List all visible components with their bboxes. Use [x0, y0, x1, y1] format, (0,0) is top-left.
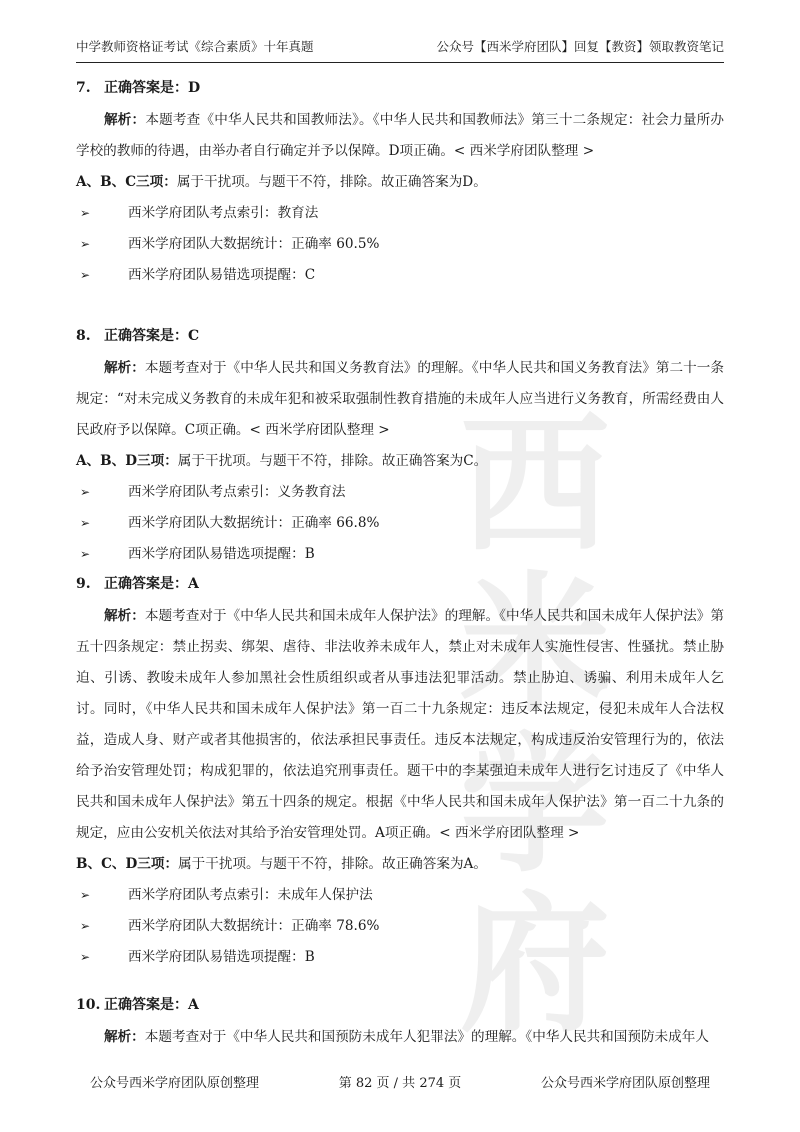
list-item: ➢ 西米学府团队考点索引：未成年人保护法 — [76, 880, 724, 911]
question-block — [76, 326, 724, 574]
answer-heading: 10. 正确答案是：A — [76, 997, 199, 1013]
answer-heading: 7. 正确答案是：D — [76, 80, 201, 96]
list-item: ➢ 西米学府团队易错选项提醒：C — [76, 260, 724, 291]
list-item: ➢ 西米学府团队大数据统计：正确率 60.5% — [76, 229, 724, 260]
list-item: ➢ 西米学府团队易错选项提醒：B — [76, 539, 724, 570]
arrow-bullet-icon: ➢ — [80, 237, 91, 251]
arrow-bullet-icon: ➢ — [80, 888, 91, 902]
footer-right: 公众号西米学府团队原创整理 — [540, 1076, 710, 1091]
list-item: ➢ 西米学府团队考点索引：义务教育法 — [76, 477, 724, 508]
header-promo: 公众号【西米学府团队】回复【教资】领取教资笔记 — [436, 39, 724, 54]
answer-heading: 8. 正确答案是：C — [76, 328, 200, 344]
page-footer — [90, 1072, 710, 1092]
arrow-bullet-icon: ➢ — [80, 206, 91, 220]
list-item: ➢ 西米学府团队大数据统计：正确率 66.8% — [76, 508, 724, 539]
page-header — [76, 36, 724, 63]
arrow-bullet-icon: ➢ — [80, 547, 91, 561]
list-item: ➢ 西米学府团队易错选项提醒：B — [76, 942, 724, 973]
analysis-paragraph: 解析：本题考查对于《中华人民共和国预防未成年人犯罪法》的理解。《中华人民共和国预防未成年人 — [104, 1029, 709, 1045]
question-block — [76, 995, 724, 1053]
list-item: ➢ 西米学府团队考点索引：教育法 — [76, 198, 724, 229]
question-block — [76, 78, 724, 326]
arrow-bullet-icon: ➢ — [80, 485, 91, 499]
arrow-bullet-icon: ➢ — [80, 268, 91, 282]
page-content — [76, 78, 724, 1053]
analysis-paragraph: 解析：本题考查对于《中华人民共和国未成年人保护法》的理解。《中华人民共和国未成年人保护法》第五十四条规定：禁止拐卖、绑架、虐待、非法收养未成年人，禁止对未成年人实施性侵害、性骚扰。禁止胁迫、引诱、教唆未成年人参加黑社会性质组织或者从事违法犯罪活动。禁止胁迫、诱骗、利用未成年人乞讨。同时，《中华人民共和国未成年人保护法》第一百二十九条规定：违反本法规定，侵犯未成年人合法权益，造成人身、财产或者其他损害的，依法承担民事责任。违反本法规定，构成违反治安管理行为的，依法给予治安管理处罚；构成犯罪的，依法追究刑事责任。题干中的李某强迫未成年人进行乞讨违反了《中华人民共和国未成年人保护法》第五十四条的规定。根据《中华人民共和国未成年人保护法》第一百二十九条的规定，应由公安机关依法对其给予治安管理处罚。A项正确。< 西米学府团队整理 > — [76, 608, 725, 841]
other-options: B、C、D三项：属于干扰项。与题干不符，排除。故正确答案为A。 — [76, 856, 487, 872]
header-title: 中学教师资格证考试《综合素质》十年真题 — [76, 39, 314, 54]
watermark: 西米 学府 — [459, 397, 610, 1053]
other-options: A、B、C三项：属于干扰项。与题干不符，排除。故正确答案为D。 — [76, 174, 487, 190]
analysis-paragraph: 解析：本题考查《中华人民共和国教师法》。《中华人民共和国教师法》第三十二条规定：社会力量所办学校的教师的待遇，由举办者自行确定并予以保障。D项正确。< 西米学府团队整理 > — [76, 112, 725, 159]
other-options: A、B、D三项：属于干扰项。与题干不符，排除。故正确答案为C。 — [76, 453, 488, 469]
page-number: 第 82 页 / 共 274 页 — [338, 1076, 462, 1091]
arrow-bullet-icon: ➢ — [80, 919, 91, 933]
arrow-bullet-icon: ➢ — [80, 950, 91, 964]
arrow-bullet-icon: ➢ — [80, 516, 91, 530]
list-item: ➢ 西米学府团队大数据统计：正确率 78.6% — [76, 911, 724, 942]
footer-left: 公众号西米学府团队原创整理 — [90, 1076, 260, 1091]
analysis-paragraph: 解析：本题考查对于《中华人民共和国义务教育法》的理解。《中华人民共和国义务教育法》第二十一条规定：“对未完成义务教育的未成年犯和被采取强制性教育措施的未成年人应当进行义务教育，所需经费由人民政府予以保障。C项正确。< 西米学府团队整理 > — [76, 360, 725, 438]
question-block — [76, 574, 724, 995]
answer-heading: 9. 正确答案是：A — [76, 576, 199, 592]
